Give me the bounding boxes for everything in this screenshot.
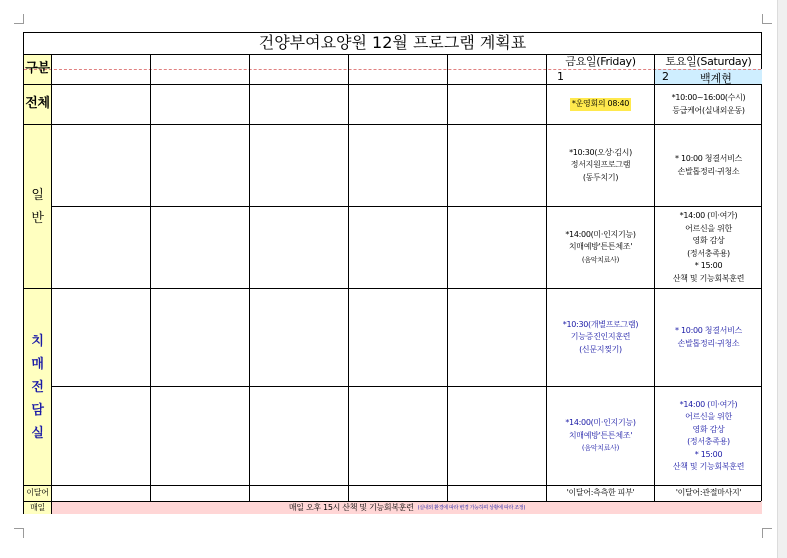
saturday-header: 토요일(Saturday) — [665, 54, 752, 68]
general-saturday-slot2 — [655, 207, 762, 288]
cell-line: (신문지찢기) — [579, 344, 622, 354]
daily-cell — [52, 502, 762, 514]
friday-date: 1 — [557, 70, 564, 83]
cell-line: 기능증진인지훈련 — [570, 332, 631, 342]
cell-line: *14:00(미·인지기능) — [565, 418, 636, 428]
crop-mark-top-left — [14, 14, 24, 24]
crop-mark-top-right — [762, 14, 772, 24]
row-label-daily: 매일 — [30, 502, 45, 512]
cell-line: * 10:00 청결서비스 — [675, 326, 742, 335]
all-friday-cell — [547, 85, 654, 124]
daily-note: (실내외 환경에 따라 변경 가능하며 상황에 따라 조정) — [417, 504, 526, 511]
cell-line: *14:00(미·인지기능) — [565, 229, 636, 239]
schedule-table — [23, 32, 762, 514]
header-dashed-line — [24, 69, 761, 70]
grid-line — [150, 54, 151, 501]
general-friday-slot2 — [547, 207, 654, 288]
dementia-friday-slot1 — [547, 289, 654, 386]
dementia-friday-slot2 — [547, 387, 654, 485]
cell-line: * 10:00 청결서비스 — [675, 154, 742, 163]
cell-line: 손발톱정리·귀청소 — [677, 166, 740, 176]
cell-line: *14:00 (미·여가) — [679, 399, 738, 409]
general-friday-slot1 — [547, 125, 654, 206]
cell-line: 어르신을 위한 — [685, 412, 732, 421]
vertical-scrollbar[interactable] — [777, 0, 787, 558]
word-saturday-cell: '이달어:관절마사지' — [675, 488, 742, 498]
cell-line: *14:00 (미·여가) — [679, 211, 738, 220]
grid-line — [249, 54, 250, 501]
cell-line: (음악치료사) — [581, 255, 620, 264]
page-title: 건양부여요양원 12월 프로그램 계획표 — [258, 33, 527, 53]
label-char: 실 — [31, 425, 44, 441]
grid-line — [348, 54, 349, 501]
dementia-saturday-slot2 — [655, 387, 762, 485]
cell-line: (음악치료사) — [581, 444, 620, 453]
cell-line: 등급케어(실내외운동) — [672, 105, 745, 115]
cell-line: * 15:00 — [694, 261, 723, 270]
dementia-saturday-slot1 — [655, 289, 762, 386]
all-saturday-cell — [655, 85, 762, 124]
label-char: 반 — [31, 210, 44, 226]
cell-line: * 15:00 — [694, 449, 723, 459]
grid-line — [51, 54, 52, 514]
cell-line: (정서충족용) — [687, 437, 730, 446]
category-header: 구분 — [25, 61, 50, 77]
label-char: 치 — [31, 333, 44, 349]
label-char: 전 — [31, 379, 44, 395]
cell-line: 치매예방'튼튼체조' — [568, 430, 633, 440]
friday-header: 금요일(Friday) — [565, 54, 636, 68]
crop-mark-bottom-left — [14, 528, 24, 538]
grid-line — [447, 54, 448, 501]
cell-line: 정서지원프로그램 — [570, 160, 631, 170]
cell-line: 영화 감상 — [692, 236, 725, 245]
cell-line: 산책 및 기능회복훈련 — [672, 273, 745, 283]
label-char: 일 — [31, 187, 44, 203]
label-char: 담 — [31, 402, 44, 418]
cell-line: 영화 감상 — [692, 424, 725, 434]
saturday-date: 2 — [662, 70, 669, 83]
cell-line: *10:00~16:00(수시) — [671, 93, 746, 102]
cell-line: 어르신을 위한 — [685, 223, 732, 233]
cell-line: (동두치기) — [582, 172, 619, 182]
row-label-word: 이달어 — [26, 488, 49, 498]
meeting-highlight: *운영회의 08:40 — [570, 98, 631, 111]
cell-line: *10:30(오상·김시) — [569, 147, 632, 157]
cell-line: 손발톱정리·귀청소 — [677, 338, 740, 348]
label-char: 매 — [31, 356, 44, 372]
cell-line: *10:30(개별프로그램) — [562, 319, 639, 329]
crop-mark-bottom-right — [762, 528, 772, 538]
row-label-general — [24, 125, 51, 288]
saturday-staff: 백계현 — [700, 72, 732, 85]
row-label-all: 전체 — [25, 96, 50, 112]
cell-line: 치매예방'튼튼체조' — [568, 242, 633, 252]
daily-text: 매일 오후 15시 산책 및 기능회복훈련 — [288, 502, 414, 512]
row-label-dementia — [24, 289, 51, 485]
word-friday-cell: '이달어:측측한 피부' — [566, 488, 635, 498]
cell-line: (정서충족용) — [687, 248, 730, 258]
cell-line: 산책 및 기능회복훈련 — [672, 462, 745, 471]
general-saturday-slot1 — [655, 125, 762, 206]
